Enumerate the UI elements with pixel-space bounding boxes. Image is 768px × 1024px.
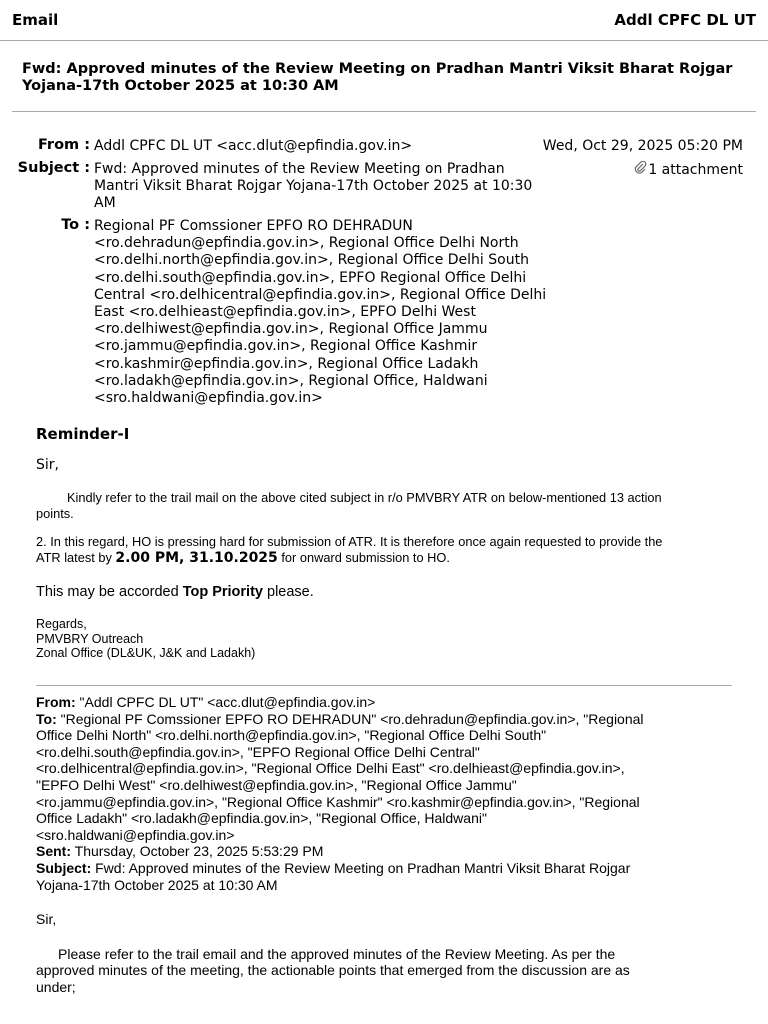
recipient-line: <ro.delhi.north@epfindia.gov.in>, Regional Office Delhi South [94, 252, 529, 269]
fwd-subject-value: Fwd: Approved minutes of the Review Meeting on Pradhan Mantri Viksit Bharat Rojgar [91, 859, 631, 876]
subject-line: Fwd: Approved minutes of the Review Meeting on Pradhan [94, 161, 505, 177]
priority-emphasis: Top Priority [182, 584, 263, 600]
to-value [94, 218, 546, 407]
text: for onward submission to HO. [277, 550, 450, 565]
fwd-subject-line [36, 860, 726, 877]
spacer [36, 893, 726, 911]
forwarded-message [36, 694, 726, 996]
subject-label: Subject : [17, 160, 90, 176]
account-name[interactable]: Addl CPFC DL UT [614, 11, 756, 29]
fwd-to-line: Office Ladakh" <ro.ladakh@epfindia.gov.in>, "Regional Office, Haldwani" [36, 810, 487, 827]
text: ATR latest by [36, 550, 116, 565]
recipient-line: <ro.delhi.south@epfindia.gov.in>, EPFO Regional Office Delhi [94, 269, 527, 286]
app-label: Email [12, 11, 59, 29]
recipient-line: <sro.haldwani@epfindia.gov.in> [94, 390, 323, 407]
from-value[interactable]: Addl CPFC DL UT <acc.dlut@epfindia.gov.in> [94, 138, 413, 154]
fwd-to-line: <ro.delhicentral@epfindia.gov.in>, "Regional Office Delhi East" <ro.delhieast@epfindia.gov.in>, [36, 760, 625, 777]
fwd-sent-line [36, 843, 726, 860]
signature-line: PMVBRY Outreach [36, 631, 144, 646]
paragraph-1 [36, 490, 736, 521]
paragraph-2 [36, 534, 736, 566]
email-date: Wed, Oct 29, 2025 05:20 PM [542, 138, 743, 154]
signature [36, 617, 255, 661]
email-title: Fwd: Approved minutes of the Review Meeting on Pradhan Mantri Viksit Bharat Rojgar Yojana-17th October 2025 at 10:30 AM [22, 61, 733, 94]
fwd-subject-line: Yojana-17th October 2025 at 10:30 AM [36, 876, 278, 893]
subject-line: Mantri Viksit Bharat Rojgar Yojana-17th October 2025 at 10:30 [94, 178, 533, 195]
signature-line: Zonal Office (DL&UK, J&K and Ladakh) [36, 646, 256, 660]
recipient-line: Regional PF Comssioner EPFO RO DEHRADUN [94, 218, 413, 234]
fwd-to-line: <ro.delhi.south@epfindia.gov.in>, "EPFO Regional Office Delhi Central" [36, 743, 480, 760]
paperclip-icon [634, 161, 648, 178]
attachment-count[interactable]: 1 attachment [648, 162, 743, 178]
attachment-link[interactable] [634, 161, 743, 178]
recipient-line: <ro.kashmir@epfindia.gov.in>, Regional Office Ladakh [94, 355, 479, 372]
text: This may be accorded [36, 584, 183, 600]
recipient-line: East <ro.delhieast@epfindia.gov.in>, EPFO Delhi West [94, 304, 476, 321]
fwd-from-label: From: [36, 694, 76, 710]
subject-value [94, 161, 532, 213]
to-label: To : [61, 217, 90, 233]
fwd-subject-label: Subject: [36, 859, 92, 876]
recipient-line: <ro.ladakh@epfindia.gov.in>, Regional Office, Haldwani [94, 372, 488, 389]
fwd-paragraph-line: under; [36, 978, 76, 995]
fwd-to-line: Office Delhi North" <ro.delhi.north@epfindia.gov.in>, "Regional Office Delhi South" [36, 727, 547, 744]
recipient-line: <ro.jammu@epfindia.gov.in>, Regional Office Kashmir [94, 338, 478, 355]
top-bar [0, 0, 768, 41]
signature-line: Regards, [36, 617, 87, 631]
reminder-heading: Reminder-I [36, 425, 130, 443]
fwd-paragraph-line: Please refer to the trail email and the approved minutes of the Review Meeting. As per the [58, 945, 616, 962]
recipient-line: <ro.dehradun@epfindia.gov.in>, Regional Office Delhi North [94, 235, 519, 252]
divider [12, 111, 756, 112]
from-label: From : [37, 137, 90, 153]
fwd-paragraph-line: approved minutes of the meeting, the actionable points that emerged from the discussion are as [36, 962, 630, 979]
recipient-line: <ro.delhiwest@epfindia.gov.in>, Regional Office Jammu [94, 321, 488, 338]
fwd-to-label: To: [36, 710, 57, 727]
paragraph-line: points. [36, 505, 74, 521]
priority-line [36, 584, 314, 600]
fwd-sent-value: Thursday, October 23, 2025 5:53:29 PM [71, 843, 324, 860]
fwd-to-line: "Regional PF Comssioner EPFO RO DEHRADUN" <ro.dehradun@epfindia.gov.in>, "Regional [56, 710, 644, 727]
fwd-from-line [36, 694, 726, 711]
recipient-line: Central <ro.delhicentral@epfindia.gov.in>, Regional Office Delhi [94, 286, 547, 303]
spacer [36, 928, 726, 946]
fwd-sent-label: Sent: [36, 843, 71, 860]
fwd-salutation: Sir, [36, 911, 57, 928]
salutation: Sir, [36, 457, 59, 473]
paragraph-line: Kindly refer to the trail mail on the above cited subject in r/o PMVBRY ATR on below-mentioned 13 action [67, 490, 662, 505]
fwd-to-block [36, 711, 726, 844]
fwd-from-value: "Addl CPFC DL UT" <acc.dlut@epfindia.gov.in> [75, 694, 376, 710]
paragraph-line [36, 550, 736, 566]
divider [36, 685, 732, 686]
text: please. [262, 584, 314, 600]
subject-line: AM [94, 195, 116, 212]
deadline: 2.00 PM, 31.10.2025 [115, 550, 278, 566]
fwd-to-line: <sro.haldwani@epfindia.gov.in> [36, 826, 235, 843]
fwd-to-line: "EPFO Delhi West" <ro.delhiwest@epfindia.gov.in>, "Regional Office Jammu" [36, 776, 517, 793]
paragraph-line: 2. In this regard, HO is pressing hard for submission of ATR. It is therefore once again requested to provide the [36, 534, 663, 549]
fwd-to-line: <ro.jammu@epfindia.gov.in>, "Regional Office Kashmir" <ro.kashmir@epfindia.gov.in>, "Regional [36, 793, 640, 810]
